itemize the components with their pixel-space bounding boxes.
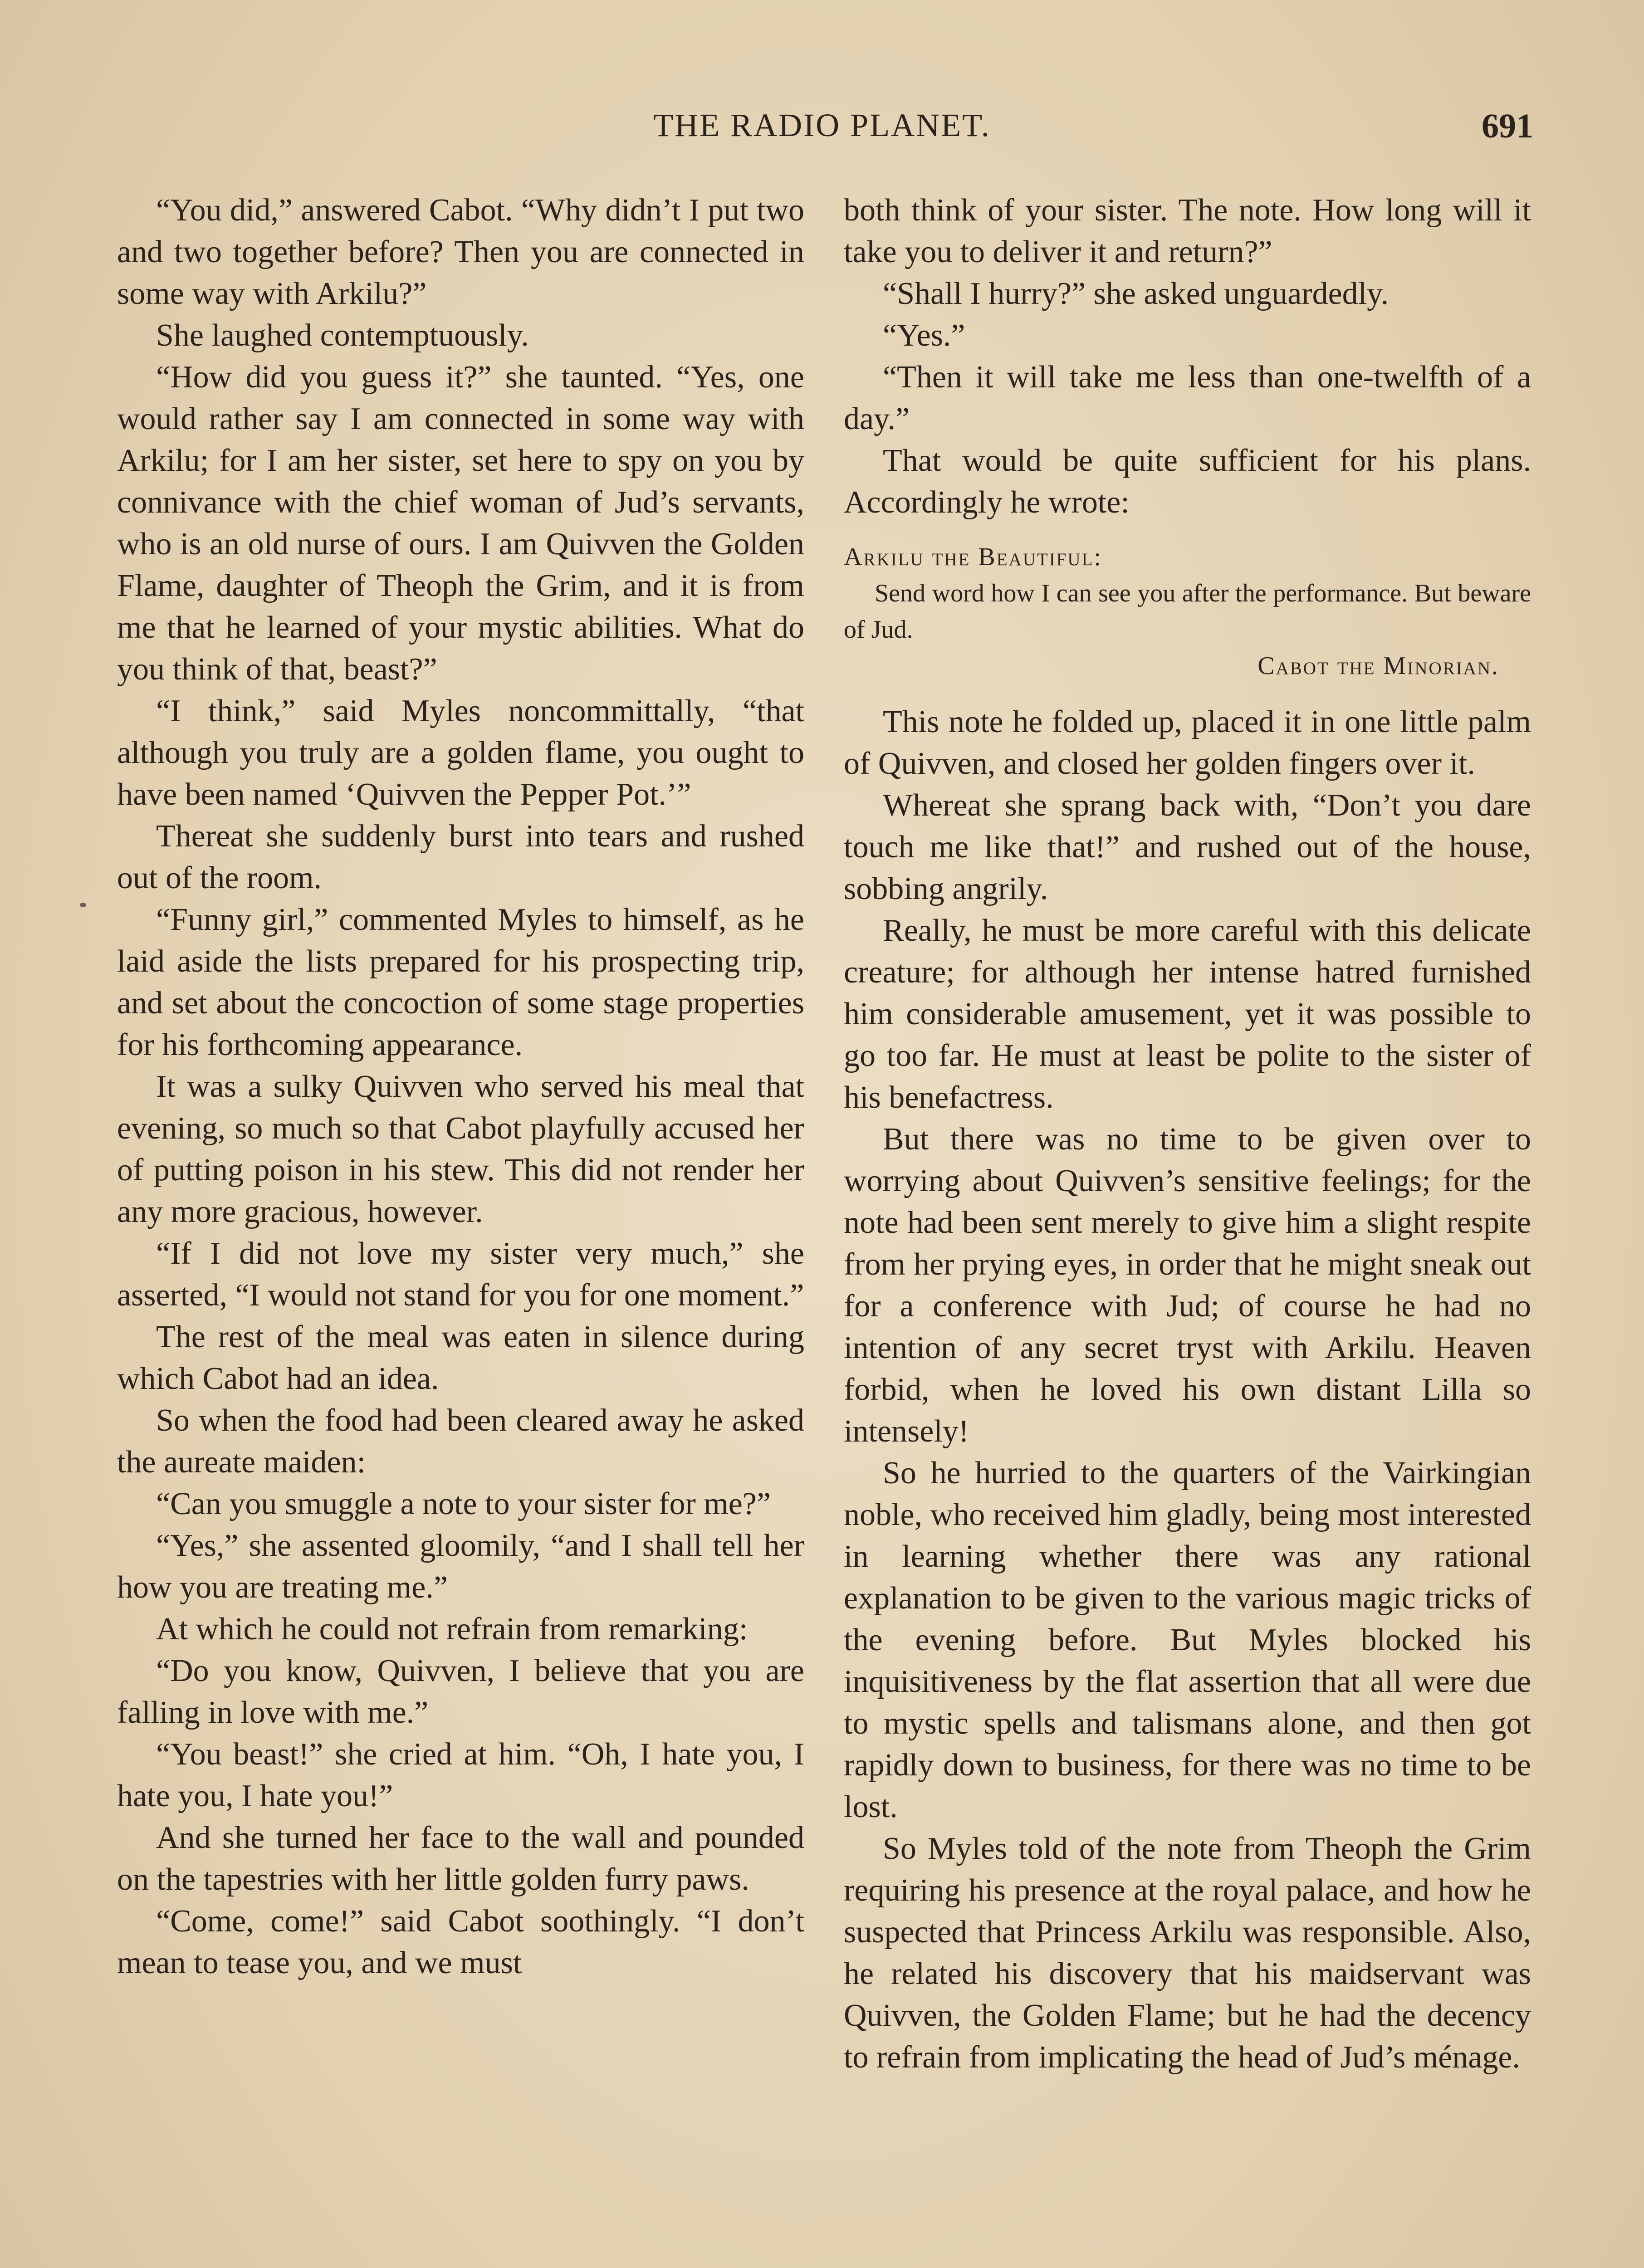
paragraph: “How did you guess it?” she taunted. “Yes, one would rather say I am connected in some way with Arkilu; for I am her sister, set here to spy on you by connivance with the chief woman of Jud’s servants, who is an old nurse of ours. I am Quivven the Golden Flame, daughter of Theoph the Grim, and it is from me that he learned of your mystic abilities. What do you think of that, beast?” xyxy=(117,360,804,687)
paragraph: Whereat she sprang back with, “Don’t you dare touch me like that!” and rushed out of the house, sobbing angrily. xyxy=(844,788,1531,906)
paragraph: That would be quite sufficient for his plans. Accordingly he wrote: xyxy=(844,443,1531,520)
paragraph: “Yes,” she assented gloomily, “and I shall tell her how you are treating me.” xyxy=(117,1528,804,1605)
paragraph: “Then it will take me less than one-twelfth of a day.” xyxy=(844,360,1531,436)
paragraph: “Do you know, Quivven, I believe that you are falling in love with me.” xyxy=(117,1653,804,1730)
quoted-note xyxy=(844,539,1531,684)
paragraph: “If I did not love my sister very much,” she asserted, “I would not stand for you for one moment.” xyxy=(117,1236,804,1313)
left-column xyxy=(117,190,804,1984)
paragraph: So he hurried to the quarters of the Vairkingian noble, who received him gladly, being most interested in learning whether there was any rational explanation to be given to the various magic tricks of the evening before. But Myles blocked his inquisitiveness by the flat assertion that all were due to mystic spells and talismans alone, and then got rapidly down to business, for there was no time to be lost. xyxy=(844,1456,1531,1824)
paragraph: This note he folded up, placed it in one little palm of Quivven, and closed her golden fingers over it. xyxy=(844,704,1531,781)
paragraph: “Shall I hurry?” she asked unguardedly. xyxy=(883,276,1389,311)
paper-speck xyxy=(80,903,86,907)
note-signature: Cabot the Minorian. xyxy=(1257,652,1499,680)
paragraph: At which he could not refrain from remarking: xyxy=(156,1612,748,1647)
right-column xyxy=(844,190,1531,2078)
paragraph: “Yes.” xyxy=(883,318,965,353)
paragraph: But there was no time to be given over to worrying about Quivven’s sensitive feelings; for the note had been sent merely to give him a slight respite from her prying eyes, in order that he might sneak out for a conference with Jud; of course he had no intention of any secret tryst with Arkilu. Heaven forbid, when he loved his own distant Lilla so intensely! xyxy=(844,1122,1531,1449)
note-salutation: Arkilu the Beautiful: xyxy=(844,543,1102,571)
paragraph: The rest of the meal was eaten in silence during which Cabot had an idea. xyxy=(117,1320,804,1396)
paragraph: “You beast!” she cried at him. “Oh, I hate you, I hate you, I hate you!” xyxy=(117,1737,804,1813)
running-title: THE RADIO PLANET. xyxy=(653,107,991,143)
paragraph: “I think,” said Myles noncommittally, “that although you truly are a golden flame, you ought to have been named ‘Quivven the Pepper Pot.’” xyxy=(117,694,804,812)
paragraph: So Myles told of the note from Theoph the Grim requiring his presence at the royal palace, and how he suspected that Princess Arkilu was responsible. Also, he related his discovery that his maidservant was Quivven, the Golden Flame; but he had the decency to refrain from implicating the head of Jud’s ménage. xyxy=(844,1831,1531,2075)
paragraph: “Funny girl,” commented Myles to himself, as he laid aside the lists prepared for his prospecting trip, and set about the concoction of some stage properties for his forthcoming appearance. xyxy=(117,902,804,1062)
paragraph: So when the food had been cleared away he asked the aureate maiden: xyxy=(117,1403,804,1480)
paragraph: “You did,” answered Cabot. “Why didn’t I put two and two together before? Then you are connected in some way with Arkilu?” xyxy=(117,193,804,311)
page-header xyxy=(0,107,1644,156)
note-body: Send word how I can see you after the performance. But beware of Jud. xyxy=(844,579,1531,644)
paragraph: She laughed contemptuously. xyxy=(156,318,529,353)
paragraph: And she turned her face to the wall and pounded on the tapestries with her little golden furry paws. xyxy=(117,1820,804,1897)
page-number: 691 xyxy=(1482,107,1533,145)
paragraph: “Come, come!” said Cabot soothingly. “I don’t mean to tease you, and we must xyxy=(117,1904,804,1980)
paragraph: It was a sulky Quivven who served his meal that evening, so much so that Cabot playfully accused her of putting poison in his stew. This did not render her any more gracious, however. xyxy=(117,1069,804,1229)
paragraph: Really, he must be more careful with this delicate creature; for although her intense hatred furnished him considerable amusement, yet it was possible to go too far. He must at least be polite to the sister of his benefactress. xyxy=(844,913,1531,1115)
paragraph-continued: both think of your sister. The note. How long will it take you to deliver it and return?” xyxy=(844,193,1531,269)
paragraph: “Can you smuggle a note to your sister for me?” xyxy=(156,1486,771,1521)
paragraph: Thereat she suddenly burst into tears and rushed out of the room. xyxy=(117,819,804,895)
